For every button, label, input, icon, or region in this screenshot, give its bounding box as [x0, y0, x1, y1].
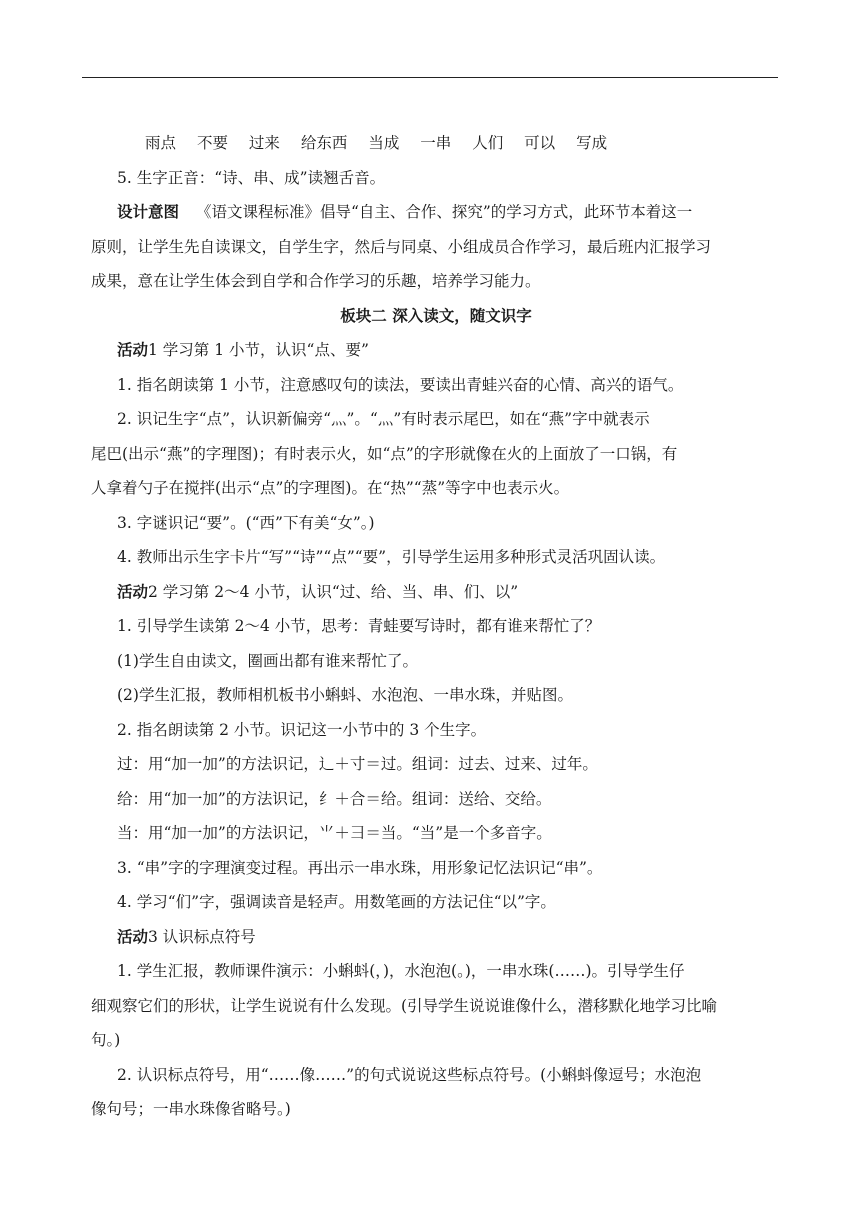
activity-title: 1 学习第 1 小节，认识“点、要” [148, 341, 369, 359]
activity-2-item-4: 4. 学习“们”字，强调读音是轻声。用数笔画的方法记住“以”字。 [117, 893, 556, 911]
activity-label: 活动 [117, 927, 149, 946]
activity-2-item-1: 1. 引导学生读第 2～4 小节，思考：青蛙要写诗时，都有谁来帮忙了？ [117, 617, 601, 635]
design-intent-line-2: 原则，让学生先自读课文，自学生字，然后与同桌、小组成员合作学习，最后班内汇报学习 [91, 237, 712, 256]
activity-2-item-1a: (1)学生自由读文，圈画出都有谁来帮忙了。 [117, 651, 418, 670]
activity-label: 活动 [117, 582, 149, 601]
word-item: 雨点 [145, 134, 177, 152]
activity-3-item-1: 1. 学生汇报，教师课件演示：小蝌蚪(，)，水泡泡(。)，一串水珠(……)。引导学生仔 [117, 962, 685, 980]
activity-title: 2 学习第 2～4 小节，认识“过、给、当、串、们、以” [148, 582, 519, 601]
activity-1-item-1: 1. 指名朗读第 1 小节，注意感叹句的读法，要读出青蛙兴奋的心情、高兴的语气。 [117, 375, 684, 394]
activity-3-item-2: 2. 认识标点符号，用“……像……”的句式说说这些标点符号。(小蝌蚪像逗号；水泡泡 [117, 1065, 702, 1084]
word-item: 写成 [576, 134, 608, 152]
activity-3-item-2-cont: 像句号；一串水珠像省略号。) [91, 1100, 291, 1118]
char-guo: 过：用“加一加”的方法识记，辶＋寸＝过。组词：过去、过来、过年。 [117, 755, 598, 773]
word-item: 当成 [368, 134, 400, 152]
item-5: 5. 生字正音：“诗、串、成”读翘舌音。 [117, 168, 386, 187]
activity-2-item-1b: (2)学生汇报，教师相机板书小蝌蚪、水泡泡、一串水珠，并贴图。 [117, 686, 573, 704]
word-item: 不要 [196, 134, 228, 152]
activity-3-heading [117, 920, 778, 955]
word-item: 可以 [524, 134, 556, 152]
word-item: 给东西 [300, 134, 348, 152]
word-item: 一串 [420, 134, 452, 152]
activity-1-item-4: 4. 教师出示生字卡片“写”“诗”“点”“要”，引导学生运用多种形式灵活巩固认读。 [117, 548, 666, 566]
section-title: 板块二 深入读文，随文识字 [340, 306, 532, 325]
vocabulary-words [117, 126, 778, 161]
activity-1-item-2: 2. 识记生字“点”，认识新偏旁“灬”。“灬”有时表示尾巴，如在“燕”字中就表示 [117, 410, 650, 428]
design-intent-label: 设计意图 [117, 203, 180, 221]
document-body [91, 126, 778, 1127]
word-item: 过来 [248, 134, 280, 152]
activity-3-item-1-cont: 细观察它们的形状，让学生说说有什么发现。(引导学生说说谁像什么，潜移默化地学习比喻 [91, 996, 718, 1015]
activity-label: 活动 [117, 341, 149, 359]
activity-1-item-2-cont: 人拿着勺子在搅拌(出示“点”的字理图)。在“热”“蒸”等字中也表示火。 [91, 479, 570, 497]
activity-title: 3 认识标点符号 [148, 927, 256, 946]
activity-2-item-3: 3. “串”字的字理演变过程。再出示一串水珠，用形象记忆法识记“串”。 [117, 858, 603, 877]
header-rule [82, 77, 778, 78]
design-intent-line-1 [117, 195, 778, 230]
activity-1-heading [117, 333, 778, 368]
activity-3-item-1-cont: 句。) [91, 1031, 121, 1049]
char-dang: 当：用“加一加”的方法识记，⺌＋彐＝当。“当”是一个多音字。 [117, 824, 552, 842]
activity-1-item-3: 3. 字谜识记“要”。(“西”下有美“女”。) [117, 513, 375, 532]
activity-1-item-2-cont: 尾巴(出示“燕”的字理图)；有时表示火，如“点”的字形就像在火的上面放了一口锅，有 [91, 444, 678, 463]
word-item: 人们 [472, 134, 504, 152]
char-gei: 给：用“加一加”的方法识记，纟＋合＝给。组词：送给、交给。 [117, 789, 552, 808]
activity-2-item-2: 2. 指名朗读第 2 小节。识记这一小节中的 3 个生字。 [117, 720, 487, 739]
design-intent-text: 《语文课程标准》倡导“自主、合作、探究”的学习方式，此环节本着这一 [195, 203, 693, 221]
activity-2-heading [117, 575, 778, 610]
design-intent-line-3: 成果，意在让学生体会到自学和合作学习的乐趣，培养学习能力。 [91, 272, 541, 290]
